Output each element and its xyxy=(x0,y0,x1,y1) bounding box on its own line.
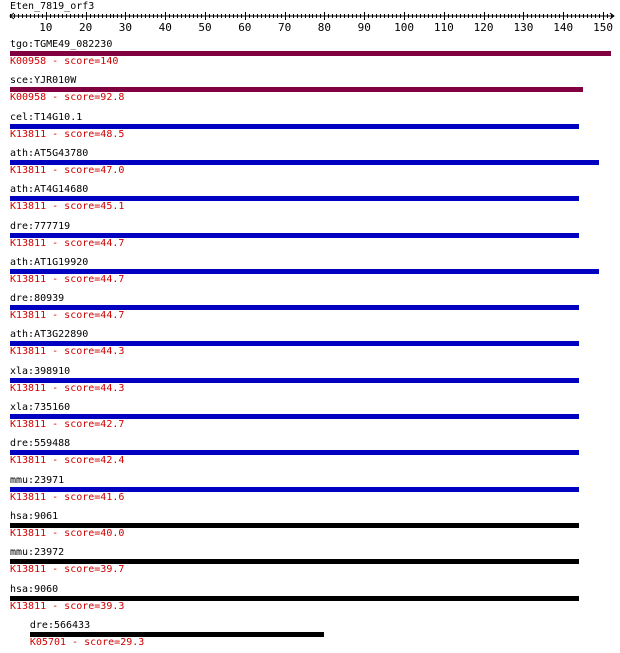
hit-score-link[interactable]: K13811 - score=42.4 xyxy=(10,455,125,467)
hit-name-link[interactable]: ath:AT5G43780 xyxy=(10,147,89,159)
hit-score-link[interactable]: K00958 - score=140 xyxy=(10,56,119,67)
ruler-tick-label: 10 xyxy=(39,21,53,34)
hit-row xyxy=(10,148,620,178)
hit-row xyxy=(10,366,620,396)
ruler-tick-label: 110 xyxy=(433,21,454,34)
hit-score-link[interactable]: K13811 - score=44.7 xyxy=(10,310,125,322)
ruler-tick-label: 150 xyxy=(593,21,613,34)
hit-name-link[interactable]: hsa:9061 xyxy=(10,510,59,522)
hit-score-link[interactable]: K05701 - score=29.3 xyxy=(29,636,145,648)
hit-name-link[interactable]: sce:YJR010W xyxy=(10,75,77,87)
hit-row xyxy=(10,257,620,287)
hit-score-link[interactable]: K13811 - score=45.1 xyxy=(10,201,125,213)
hit-name-link[interactable]: tgo:TGME49_082230 xyxy=(10,39,113,50)
hit-row xyxy=(30,620,620,650)
ruler-tick-label: 20 xyxy=(78,21,93,34)
hit-name-link[interactable]: dre:566433 xyxy=(29,619,91,631)
ruler-tick-label: 140 xyxy=(553,21,574,34)
ruler-tick-label: 30 xyxy=(118,21,133,34)
hit-name-link[interactable]: mmu:23971 xyxy=(10,474,65,486)
hit-score-link[interactable]: K13811 - score=44.3 xyxy=(10,346,125,358)
hit-name-link[interactable]: ath:AT4G14680 xyxy=(10,184,89,196)
ruler-tick-label: 80 xyxy=(317,21,332,34)
hit-name-link[interactable]: xla:735160 xyxy=(10,402,71,413)
hit-name-link[interactable]: hsa:9060 xyxy=(10,583,59,595)
hit-row xyxy=(10,221,620,251)
ruler-tick-label: 130 xyxy=(513,21,534,34)
hit-name-link[interactable]: mmu:23972 xyxy=(10,547,65,559)
hit-row xyxy=(10,112,620,142)
ruler-tick-label: 70 xyxy=(277,21,292,34)
sequence-title: Eten_7819_orf3 xyxy=(10,1,95,12)
ruler-tick-label: 40 xyxy=(158,21,172,34)
hit-row xyxy=(10,329,620,359)
hit-name-link[interactable]: ath:AT1G19920 xyxy=(10,256,89,268)
hit-score-link[interactable]: K13811 - score=41.6 xyxy=(10,491,125,503)
hit-score-link[interactable]: K13811 - score=39.3 xyxy=(10,600,125,612)
hit-score-link[interactable]: K13811 - score=44.7 xyxy=(10,273,125,285)
hit-score-link[interactable]: K13811 - score=44.3 xyxy=(10,382,125,394)
hit-row xyxy=(10,475,620,505)
ruler-tick-label: 60 xyxy=(238,21,252,34)
ruler-tick-label: 100 xyxy=(394,21,414,34)
hit-row xyxy=(10,547,620,577)
hit-row xyxy=(10,184,620,214)
hit-score-link[interactable]: K13811 - score=40.0 xyxy=(10,527,125,539)
ruler-tick-label: 90 xyxy=(357,21,371,34)
position-ruler xyxy=(0,0,620,36)
hit-name-link[interactable]: ath:AT3G22890 xyxy=(10,329,89,341)
hit-name-link[interactable]: xla:398910 xyxy=(10,365,71,377)
hit-row xyxy=(10,438,620,468)
hit-score-link[interactable]: K13811 - score=39.7 xyxy=(10,564,125,576)
hit-name-link[interactable]: dre:777719 xyxy=(10,220,71,232)
hit-row xyxy=(10,511,620,541)
hit-row xyxy=(10,75,620,105)
hit-name-link[interactable]: cel:T14G10.1 xyxy=(10,111,83,123)
hit-name-link[interactable]: dre:559488 xyxy=(10,438,71,450)
hit-score-link[interactable]: K13811 - score=47.0 xyxy=(10,164,125,176)
hit-name-link[interactable]: dre:80939 xyxy=(10,293,65,305)
hit-row xyxy=(10,584,620,614)
hit-row xyxy=(10,293,620,323)
ruler-tick-label: 50 xyxy=(198,21,212,34)
hit-row xyxy=(10,39,620,69)
hit-row xyxy=(10,402,620,432)
hit-score-link[interactable]: K13811 - score=42.7 xyxy=(10,419,125,430)
hit-score-link[interactable]: K13811 - score=48.5 xyxy=(10,128,125,140)
hit-score-link[interactable]: K13811 - score=44.7 xyxy=(10,237,125,249)
hit-score-link[interactable]: K00958 - score=92.8 xyxy=(10,92,125,104)
ruler-tick-label: 120 xyxy=(473,21,494,34)
